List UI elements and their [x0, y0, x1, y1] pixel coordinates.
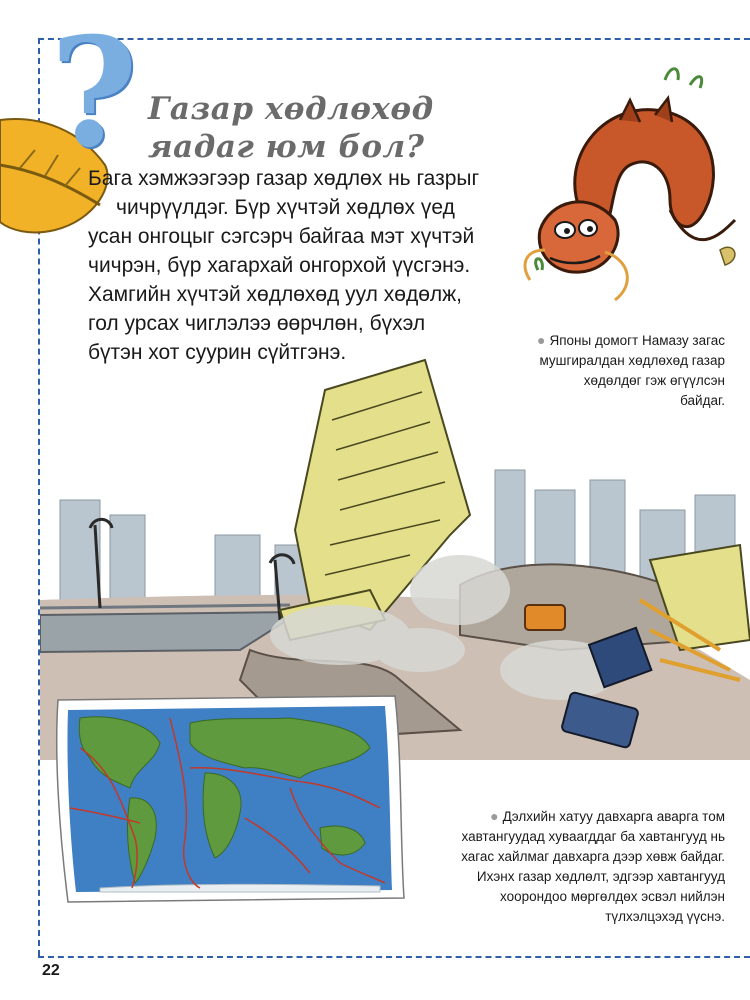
bullet-icon: ● — [490, 808, 499, 824]
caption-line: ● Японы домогт Намазу загас — [537, 332, 725, 348]
fish-caption — [470, 330, 725, 411]
body-line: Хамгийн хүчтэй хөдлөхөд уул хөдөлж, — [88, 283, 463, 306]
title-line: яадаг юм бол? — [148, 129, 425, 165]
caption-line: түлхэлцэхэд үүснэ. — [605, 909, 725, 924]
page-number: 22 — [42, 962, 60, 979]
question-mark-icon: ? — [50, 5, 138, 181]
tectonic-plates-map — [40, 688, 410, 908]
body-line: усан онгоцыг сэгсэрч байгаа мэт хүчтэй — [88, 225, 475, 248]
caption-line: хавтангуудад хуваагддаг ба хавтангууд нь — [461, 829, 725, 844]
body-line: Бага хэмжээгээр газар хөдлөх нь газрыг — [88, 167, 480, 190]
body-line: гол урсах чиглэлээ өөрчлөн, бүхэл — [88, 312, 426, 335]
body-line: бүтэн хот суурин сүйтгэнэ. — [88, 341, 347, 364]
bullet-icon: ● — [537, 332, 546, 348]
namazu-fish-illustration — [520, 60, 750, 310]
title-line: Газар хөдлөхөд — [148, 91, 434, 127]
caption-line: хоорондоо мөргөлдөх эсвэл нийлэн — [499, 889, 725, 904]
caption-line: мушгиралдан хөдлөхөд газар — [539, 353, 725, 368]
caption-line: хөдөлдөг гэж өгүүлсэн — [583, 373, 725, 388]
map-caption — [420, 806, 725, 927]
body-line: чичрэн, бүр хагархай онгорхой үүсгэнэ. — [88, 254, 471, 277]
page-frame-bottom — [38, 956, 750, 958]
page-title — [148, 90, 448, 166]
caption-line: байдаг. — [680, 393, 725, 408]
body-paragraph — [88, 164, 518, 367]
caption-line: ● Дэлхийн хатуу давхарга аварга том — [490, 808, 725, 824]
caption-line: Ихэнх газар хөдлөлт, эдгээр хавтангууд — [476, 869, 725, 884]
caption-line: хагас хайлмаг давхарга дээр хөвж байдаг. — [461, 849, 725, 864]
body-line: чичрүүлдэг. Бүр хүчтэй хөдлөх үед — [116, 196, 455, 219]
